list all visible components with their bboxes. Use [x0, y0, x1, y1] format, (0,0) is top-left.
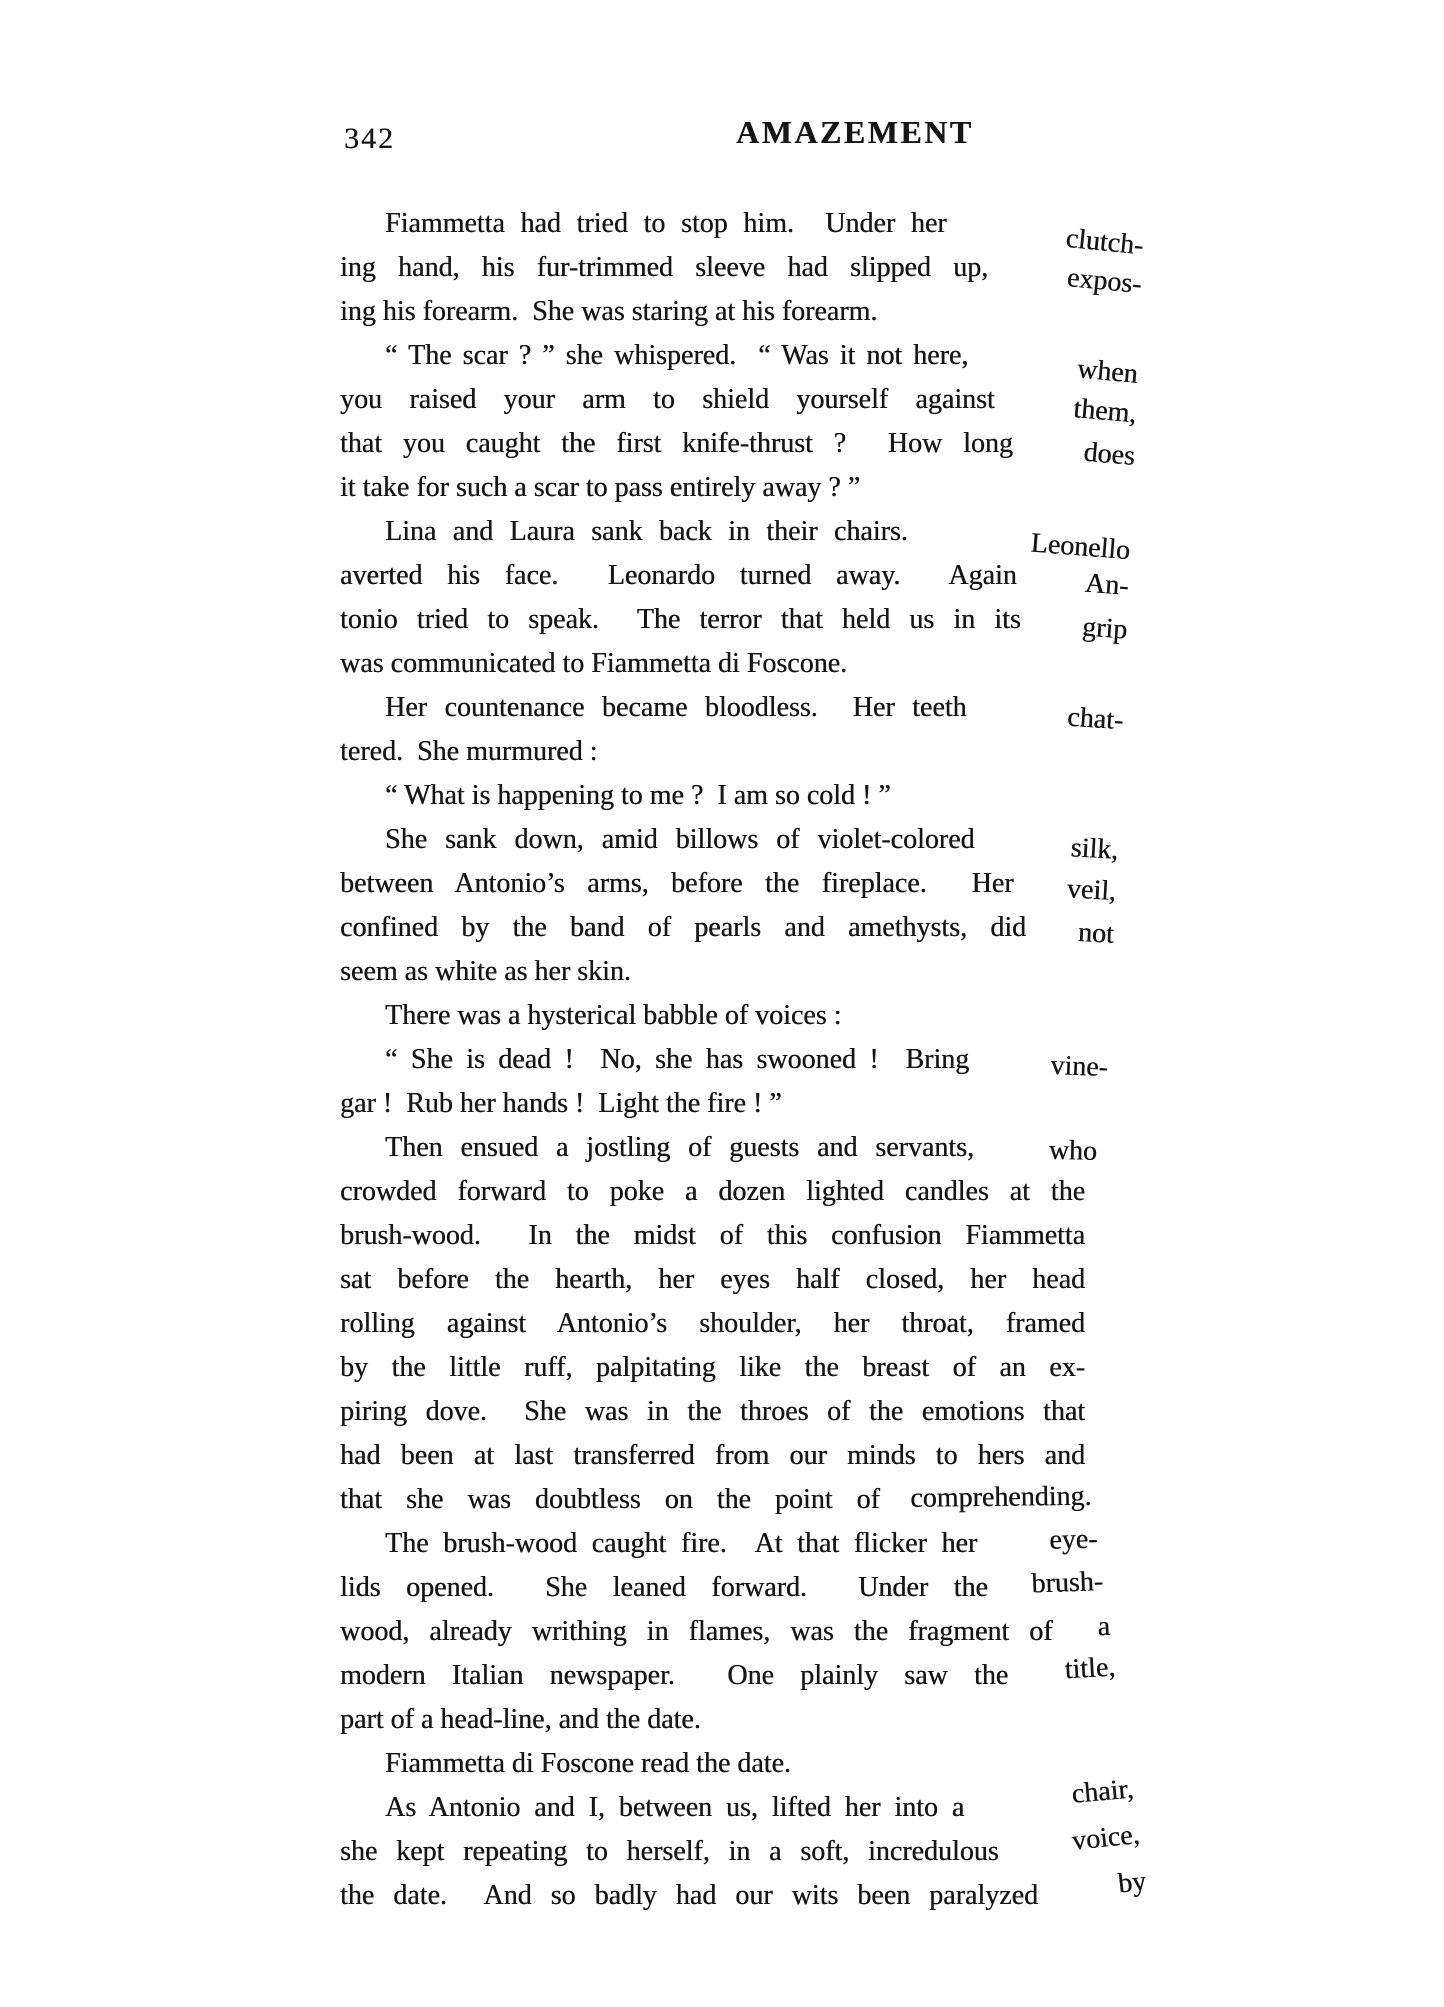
paragraph — [340, 1773, 1148, 1918]
page-number: 342 — [344, 122, 395, 155]
text-line: she kept repeating to herself, in a soft, incredulous voice, — [340, 1830, 1085, 1874]
text-line: wood, already writhing in flames, was the fragment of a — [340, 1610, 1085, 1654]
text-line: As Antonio and I, between us, lifted her into a chair, — [340, 1786, 1085, 1830]
paragraph — [340, 686, 1125, 774]
curved-line-tail: not — [1077, 917, 1115, 950]
text-line: sat before the hearth, her eyes half closed, her head — [340, 1264, 1085, 1295]
text-line: crowded forward to poke a dozen lighted candles at the — [340, 1176, 1085, 1207]
text-line: Then ensued a jostling of guests and servants, who — [340, 1126, 1085, 1170]
text-line: averted his face. Leonardo turned away. Again An- — [340, 554, 1085, 598]
text-line: Fiammetta di Foscone read the date. — [385, 1748, 791, 1779]
text-line: “ What is happening to me ? I am so cold ! ” — [385, 780, 891, 811]
text-line: piring dove. She was in the throes of the emotions that — [340, 1396, 1085, 1427]
paragraph — [340, 994, 1085, 1038]
text-line: part of a head-line, and the date. — [340, 1704, 701, 1735]
curved-line-tail: title, — [1064, 1651, 1117, 1686]
text-line: tonio tried to speak. The terror that held us in its grip — [340, 598, 1085, 642]
text-line: “ The scar ? ” she whispered. “ Was it not here, when — [340, 334, 1085, 378]
curved-line-tail: voice, — [1070, 1819, 1142, 1857]
curved-line-tail: comprehending. — [909, 1480, 1092, 1514]
curved-line-tail: vine- — [1050, 1049, 1110, 1084]
page-content — [340, 108, 1148, 1918]
text-line: Lina and Laura sank back in their chairs. Leonello — [340, 510, 1085, 554]
paragraph — [340, 774, 1085, 818]
text-line: confined by the band of pearls and amethysts, did not — [340, 906, 1085, 950]
page-header — [340, 108, 1085, 160]
curved-line-tail: brush- — [1031, 1566, 1104, 1600]
curved-line-tail: expos- — [1066, 262, 1144, 301]
curved-line-tail: veil, — [1066, 873, 1117, 907]
text-line: that you caught the first knife-thrust ? How long does — [340, 422, 1085, 466]
text-line: by the little ruff, palpitating like the breast of an ex- — [340, 1352, 1085, 1383]
text-line: you raised your arm to shield yourself against them, — [340, 378, 1085, 422]
curved-line-tail: when — [1076, 353, 1140, 390]
text-line: tered. She murmured : — [340, 736, 598, 767]
curved-line-tail: An- — [1084, 567, 1131, 602]
text-line: the date. And so badly had our wits been paralyzed by — [340, 1874, 1085, 1918]
paragraph — [340, 202, 1146, 334]
paragraph — [340, 818, 1119, 994]
curved-line-tail: eye- — [1048, 1523, 1098, 1556]
text-line: rolling against Antonio’s shoulder, her throat, framed — [340, 1308, 1085, 1339]
text-line: ing his forearm. She was staring at his forearm. — [340, 296, 878, 327]
curved-line-tail: Leonello — [1030, 527, 1132, 567]
text-line: The brush-wood caught fire. At that flicker her eye- — [340, 1522, 1085, 1566]
page-body — [340, 202, 1148, 1918]
text-line: gar ! Rub her hands ! Light the fire ! ” — [340, 1088, 782, 1119]
text-line: Her countenance became bloodless. Her teeth chat- — [340, 686, 1085, 730]
text-line: was communicated to Fiammetta di Foscone. — [340, 648, 848, 679]
curved-line-tail: by — [1116, 1865, 1148, 1900]
paragraph — [340, 510, 1132, 686]
text-line: There was a hysterical babble of voices : — [385, 1000, 842, 1031]
paragraph — [340, 1742, 1085, 1786]
text-line: between Antonio’s arms, before the fireplace. Her veil, — [340, 862, 1085, 906]
text-line: seem as white as her skin. — [340, 956, 631, 987]
curved-line-tail: who — [1048, 1134, 1098, 1167]
curved-line-tail: a — [1096, 1610, 1111, 1643]
curved-line-tail: does — [1082, 436, 1136, 472]
text-line: had been at last transferred from our minds to hers and — [340, 1440, 1085, 1471]
text-line: that she was doubtless on the point of comprehending. — [340, 1478, 1085, 1522]
paragraph — [340, 1522, 1117, 1742]
curved-line-tail: chair, — [1070, 1773, 1135, 1810]
curved-line-tail: grip — [1080, 611, 1129, 646]
text-line: ing hand, his fur-trimmed sleeve had slipped up, expos- — [340, 246, 1085, 290]
running-title: AMAZEMENT — [736, 114, 974, 150]
text-line: modern Italian newspaper. One plainly saw the title, — [340, 1654, 1085, 1698]
paragraph — [340, 1038, 1110, 1126]
text-line: “ She is dead ! No, she has swooned ! Bring vine- — [340, 1038, 1085, 1082]
text-line: She sank down, amid billows of violet-colored silk, — [340, 818, 1085, 862]
text-line: brush-wood. In the midst of this confusion Fiammetta — [340, 1220, 1085, 1251]
curved-line-tail: clutch- — [1064, 222, 1146, 262]
curved-line-tail: them, — [1072, 393, 1138, 430]
curved-line-tail: chat- — [1066, 701, 1125, 737]
paragraph — [340, 334, 1140, 510]
curved-line-tail: silk, — [1069, 832, 1119, 866]
paragraph — [340, 1126, 1098, 1522]
text-line: Fiammetta had tried to stop him. Under her clutch- — [340, 202, 1085, 246]
text-line: it take for such a scar to pass entirely away ? ” — [340, 472, 861, 503]
text-line: lids opened. She leaned forward. Under the brush- — [340, 1566, 1085, 1610]
